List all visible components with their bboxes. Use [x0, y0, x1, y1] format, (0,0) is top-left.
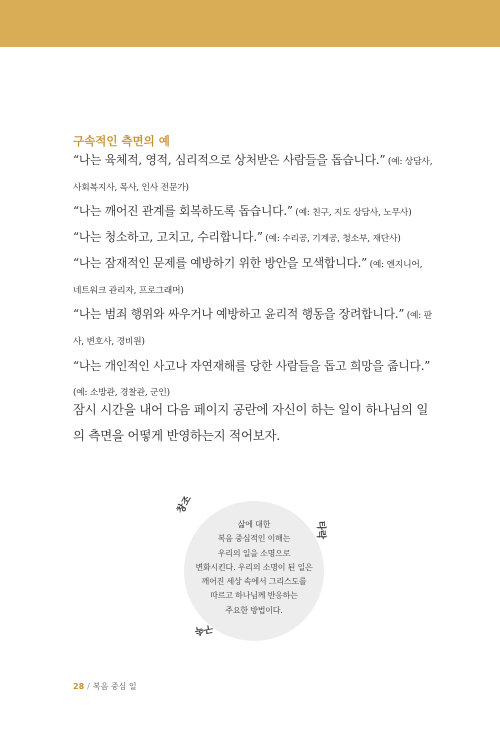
label-redemption: 구속 — [193, 622, 214, 637]
gospel-cycle-diagram — [166, 485, 346, 645]
circle-text-line: 따르고 하나님께 반응하는 — [210, 591, 298, 601]
example-note: (예: 상담사, 사회복지사, 목사, 인사 전문가) — [73, 157, 433, 193]
label-creation: 창조 — [175, 494, 194, 516]
example-quote: “나는 범죄 행위와 싸우거나 예방하고 윤리적 행동을 장려합니다.” — [73, 307, 405, 322]
label-fall: 타락 — [315, 520, 327, 540]
example-note: (예: 친구, 지도 상담사, 노무사) — [292, 208, 412, 219]
example-note: (예: 엔지니어, 네트워크 관리자, 프로그래머) — [73, 259, 423, 296]
example-quote: “나는 청소하고, 고치고, 수리합니다.” — [73, 230, 263, 245]
example-item — [73, 226, 433, 252]
circle-text-line: 삶에 대한 — [237, 520, 271, 529]
example-item — [73, 252, 433, 303]
header-band — [0, 0, 500, 47]
examples-list — [73, 149, 433, 406]
example-item — [73, 303, 433, 354]
circle-text-line: 변화시킨다. 우리의 소명이 된 일은 — [195, 562, 313, 572]
section-heading: 구속적인 측면의 예 — [73, 134, 170, 148]
circle-text — [184, 518, 324, 618]
example-item — [73, 149, 433, 200]
example-item — [73, 200, 433, 226]
footer-separator: / — [87, 682, 90, 691]
center-circle — [184, 501, 324, 641]
example-quote: “나는 개인적인 사고나 자연재해를 당한 사람들을 돕고 희망을 줍니다.” — [73, 358, 431, 373]
circle-text-line: 주요한 방법이다. — [225, 605, 283, 615]
example-quote: “나는 깨어진 관계를 회복하도록 돕습니다.” — [73, 204, 293, 219]
page-number: 28 — [73, 682, 85, 691]
example-note: (예: 수리공, 기계공, 청소부, 재단사) — [262, 234, 401, 245]
circle-text-line: 깨어진 세상 속에서 그리스도를 — [201, 577, 307, 587]
example-quote: “나는 육체적, 영적, 심리적으로 상처받은 사람들을 돕습니다.” — [73, 153, 386, 167]
example-note: (예: 소방관, 경찰관, 군인) — [73, 388, 170, 399]
reflection-prompt: 잠시 시간을 내어 다음 페이지 공란에 자신이 하는 일이 하나님의 일의 측면을 어떻게 반영하는지 적어보자. — [73, 402, 429, 443]
page-footer — [73, 681, 137, 692]
book-title: 복음 중심 일 — [92, 682, 137, 691]
circle-text-line: 복음 중심적인 이해는 — [217, 534, 291, 544]
example-note: (예: 판사, 변호사, 경비원) — [73, 311, 432, 347]
circle-text-line: 우리의 일을 소명으로 — [217, 548, 291, 558]
example-quote: “나는 잠재적인 문제를 예방하기 위한 방안을 모색합니다.” — [73, 255, 368, 270]
